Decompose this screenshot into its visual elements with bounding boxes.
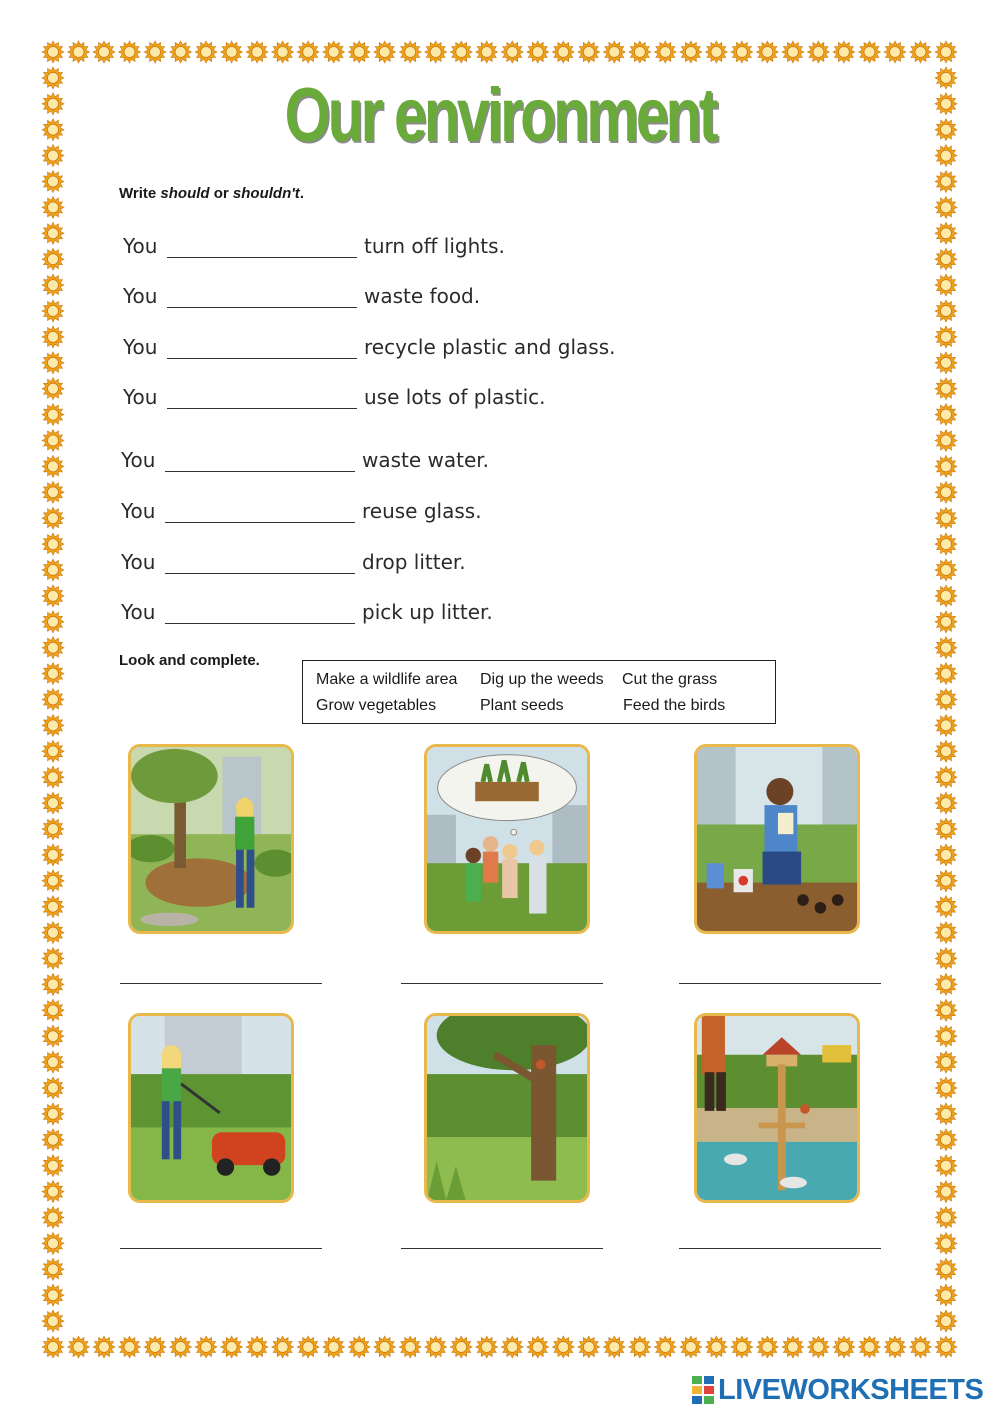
border-flower (42, 533, 64, 555)
border-flower (654, 1336, 676, 1358)
border-flower (935, 455, 957, 477)
border-flower (42, 326, 64, 348)
border-flower (42, 870, 64, 892)
border-flower (221, 1336, 243, 1358)
border-flower (935, 300, 957, 322)
border-flower (629, 41, 651, 63)
border-flower (935, 1103, 957, 1125)
picture-plant-seeds (694, 744, 860, 934)
border-flower (935, 1284, 957, 1306)
word-box (302, 660, 776, 724)
border-flower (425, 41, 447, 63)
border-flower (221, 41, 243, 63)
border-flower (476, 1336, 498, 1358)
border-flower (578, 41, 600, 63)
border-flower (935, 896, 957, 918)
sentence-rest: waste food. (364, 284, 481, 308)
border-flower (42, 222, 64, 244)
border-flower (935, 430, 957, 452)
border-flower (42, 1336, 64, 1358)
border-flower (935, 1310, 957, 1332)
border-flower (399, 1336, 421, 1358)
border-flower (42, 585, 64, 607)
border-flower (527, 41, 549, 63)
border-flower (42, 507, 64, 529)
border-flower (272, 1336, 294, 1358)
border-flower (935, 171, 957, 193)
border-flower (782, 1336, 804, 1358)
border-flower (195, 1336, 217, 1358)
sentence-subject: You (123, 335, 158, 359)
border-flower (910, 1336, 932, 1358)
answer-line[interactable] (401, 983, 603, 984)
border-flower (42, 973, 64, 995)
border-flower (144, 41, 166, 63)
border-flower (348, 41, 370, 63)
border-flower (833, 41, 855, 63)
border-flower (476, 41, 498, 63)
border-flower (527, 1336, 549, 1358)
word-option: Grow vegetables (316, 697, 437, 714)
border-flower (859, 41, 881, 63)
border-flower (42, 352, 64, 374)
sentence-subject: You (121, 448, 156, 472)
border-flower (935, 248, 957, 270)
border-flower (42, 818, 64, 840)
border-flower (42, 1207, 64, 1229)
sentence-subject: You (121, 499, 156, 523)
border-flower (42, 481, 64, 503)
border-flower (705, 1336, 727, 1358)
border-flower (935, 41, 957, 63)
border-flower (42, 766, 64, 788)
border-flower (42, 689, 64, 711)
border-flower (935, 714, 957, 736)
border-flower (756, 1336, 778, 1358)
border-flower (42, 455, 64, 477)
border-flower (42, 1232, 64, 1254)
border-flower (42, 1051, 64, 1073)
answer-blank[interactable] (167, 257, 357, 258)
answer-blank[interactable] (165, 471, 355, 472)
border-flower (833, 1336, 855, 1358)
picture-grow-vegetables (424, 744, 590, 934)
border-flower (859, 1336, 881, 1358)
border-flower (782, 41, 804, 63)
border-flower (42, 248, 64, 270)
border-flower (272, 41, 294, 63)
border-flower (399, 41, 421, 63)
border-flower (42, 93, 64, 115)
border-flower (42, 145, 64, 167)
border-flower (68, 41, 90, 63)
answer-line[interactable] (401, 1248, 603, 1249)
border-flower (935, 196, 957, 218)
sentence-subject: You (123, 385, 158, 409)
liveworksheets-logo (692, 1373, 983, 1407)
border-flower (884, 41, 906, 63)
logo-icon (692, 1376, 714, 1404)
border-flower (935, 1051, 957, 1073)
border-flower (935, 1336, 957, 1358)
border-flower (807, 41, 829, 63)
border-flower (93, 41, 115, 63)
border-flower (42, 714, 64, 736)
border-flower (935, 999, 957, 1021)
border-flower (603, 41, 625, 63)
border-flower (42, 300, 64, 322)
border-flower (42, 67, 64, 89)
border-flower (935, 792, 957, 814)
answer-blank[interactable] (165, 573, 355, 574)
border-flower (42, 41, 64, 63)
word-option: Dig up the weeds (480, 671, 604, 688)
border-flower (42, 1181, 64, 1203)
border-flower (935, 1155, 957, 1177)
border-flower (348, 1336, 370, 1358)
border-flower (42, 378, 64, 400)
border-flower (119, 1336, 141, 1358)
answer-line[interactable] (120, 1248, 322, 1249)
border-flower (935, 973, 957, 995)
picture-feed-birds (694, 1013, 860, 1203)
border-flower (935, 870, 957, 892)
sentence-subject: You (121, 550, 156, 574)
border-flower (654, 41, 676, 63)
picture-dig-weeds (128, 744, 294, 934)
picture-wildlife-area (424, 1013, 590, 1203)
border-flower (42, 663, 64, 685)
instruction-prefix: Write (119, 185, 161, 202)
border-flower (935, 922, 957, 944)
border-flower (42, 922, 64, 944)
border-flower (119, 41, 141, 63)
border-flower (935, 585, 957, 607)
answer-blank[interactable] (167, 408, 357, 409)
border-flower (93, 1336, 115, 1358)
border-flower (42, 1155, 64, 1177)
border-flower (935, 222, 957, 244)
border-flower (42, 740, 64, 762)
border-flower (42, 1310, 64, 1332)
border-flower (935, 844, 957, 866)
border-flower (935, 67, 957, 89)
border-flower (935, 481, 957, 503)
sentence-rest: reuse glass. (362, 499, 482, 523)
border-flower (42, 404, 64, 426)
border-flower (935, 274, 957, 296)
instruction-should (119, 185, 304, 202)
border-flower (680, 1336, 702, 1358)
word-option: Make a wildlife area (316, 671, 458, 688)
border-flower (42, 1025, 64, 1047)
border-flower (935, 818, 957, 840)
border-flower (246, 41, 268, 63)
border-flower (935, 352, 957, 374)
border-flower (374, 1336, 396, 1358)
border-flower (42, 896, 64, 918)
border-flower (42, 1258, 64, 1280)
border-flower (935, 1025, 957, 1047)
border-flower (42, 637, 64, 659)
border-flower (935, 533, 957, 555)
border-flower (935, 1232, 957, 1254)
border-flower (42, 559, 64, 581)
border-flower (42, 948, 64, 970)
instruction-word-should: should (160, 185, 210, 202)
border-flower (42, 274, 64, 296)
word-option: Cut the grass (622, 671, 718, 688)
border-flower (552, 41, 574, 63)
border-flower (629, 1336, 651, 1358)
word-option: Feed the birds (623, 697, 726, 714)
border-flower (42, 999, 64, 1021)
answer-blank[interactable] (167, 358, 357, 359)
answer-blank[interactable] (167, 307, 357, 308)
border-flower (680, 41, 702, 63)
border-flower (501, 41, 523, 63)
answer-line[interactable] (679, 1248, 881, 1249)
border-flower (935, 637, 957, 659)
instruction-middle: or (209, 185, 233, 202)
border-flower (731, 1336, 753, 1358)
border-flower (42, 792, 64, 814)
border-flower (935, 119, 957, 141)
border-flower (935, 559, 957, 581)
sentence-rest: turn off lights. (364, 234, 505, 258)
border-flower (935, 93, 957, 115)
border-flower (756, 41, 778, 63)
answer-line[interactable] (679, 983, 881, 984)
border-flower (603, 1336, 625, 1358)
border-flower (374, 41, 396, 63)
border-flower (42, 1129, 64, 1151)
border-flower (195, 41, 217, 63)
sentence-rest: recycle plastic and glass. (364, 335, 616, 359)
border-flower (170, 1336, 192, 1358)
border-flower (42, 1284, 64, 1306)
border-flower (42, 196, 64, 218)
border-flower (297, 1336, 319, 1358)
border-flower (935, 1258, 957, 1280)
instruction-suffix: . (299, 185, 304, 202)
border-flower (42, 1103, 64, 1125)
border-flower (42, 430, 64, 452)
border-flower (323, 41, 345, 63)
border-flower (144, 1336, 166, 1358)
answer-blank[interactable] (165, 623, 355, 624)
border-flower (935, 145, 957, 167)
border-flower (425, 1336, 447, 1358)
border-flower (935, 404, 957, 426)
page-title: Our environment (284, 73, 716, 158)
border-flower (450, 41, 472, 63)
border-flower (935, 689, 957, 711)
border-flower (731, 41, 753, 63)
border-flower (501, 1336, 523, 1358)
border-flower (935, 766, 957, 788)
border-flower (935, 740, 957, 762)
border-flower (42, 119, 64, 141)
border-flower (935, 1207, 957, 1229)
word-option: Plant seeds (480, 697, 564, 714)
border-flower (935, 507, 957, 529)
sentence-subject: You (123, 284, 158, 308)
border-flower (705, 41, 727, 63)
instruction-word-shouldnt: shouldn't (232, 185, 300, 202)
sentence-rest: waste water. (362, 448, 490, 472)
sentence-subject: You (121, 600, 156, 624)
picture-cut-grass (128, 1013, 294, 1203)
sentence-rest: pick up litter. (362, 600, 493, 624)
border-flower (935, 611, 957, 633)
border-flower (935, 948, 957, 970)
border-flower (323, 1336, 345, 1358)
answer-blank[interactable] (165, 522, 355, 523)
sentence-rest: use lots of plastic. (364, 385, 546, 409)
border-flower (935, 663, 957, 685)
border-flower (68, 1336, 90, 1358)
border-flower (807, 1336, 829, 1358)
border-flower (884, 1336, 906, 1358)
border-flower (935, 1181, 957, 1203)
answer-line[interactable] (120, 983, 322, 984)
border-flower (42, 1077, 64, 1099)
sentence-subject: You (123, 234, 158, 258)
border-flower (935, 326, 957, 348)
border-flower (935, 1129, 957, 1151)
border-flower (42, 171, 64, 193)
border-flower (578, 1336, 600, 1358)
logo-text: LIVEWORKSHEETS (718, 1373, 984, 1406)
instruction-look-complete: Look and complete. (119, 652, 260, 669)
border-flower (42, 611, 64, 633)
border-flower (246, 1336, 268, 1358)
border-flower (910, 41, 932, 63)
border-flower (935, 1077, 957, 1099)
border-flower (170, 41, 192, 63)
border-flower (935, 378, 957, 400)
border-flower (450, 1336, 472, 1358)
sentence-rest: drop litter. (362, 550, 466, 574)
border-flower (297, 41, 319, 63)
border-flower (42, 844, 64, 866)
border-flower (552, 1336, 574, 1358)
